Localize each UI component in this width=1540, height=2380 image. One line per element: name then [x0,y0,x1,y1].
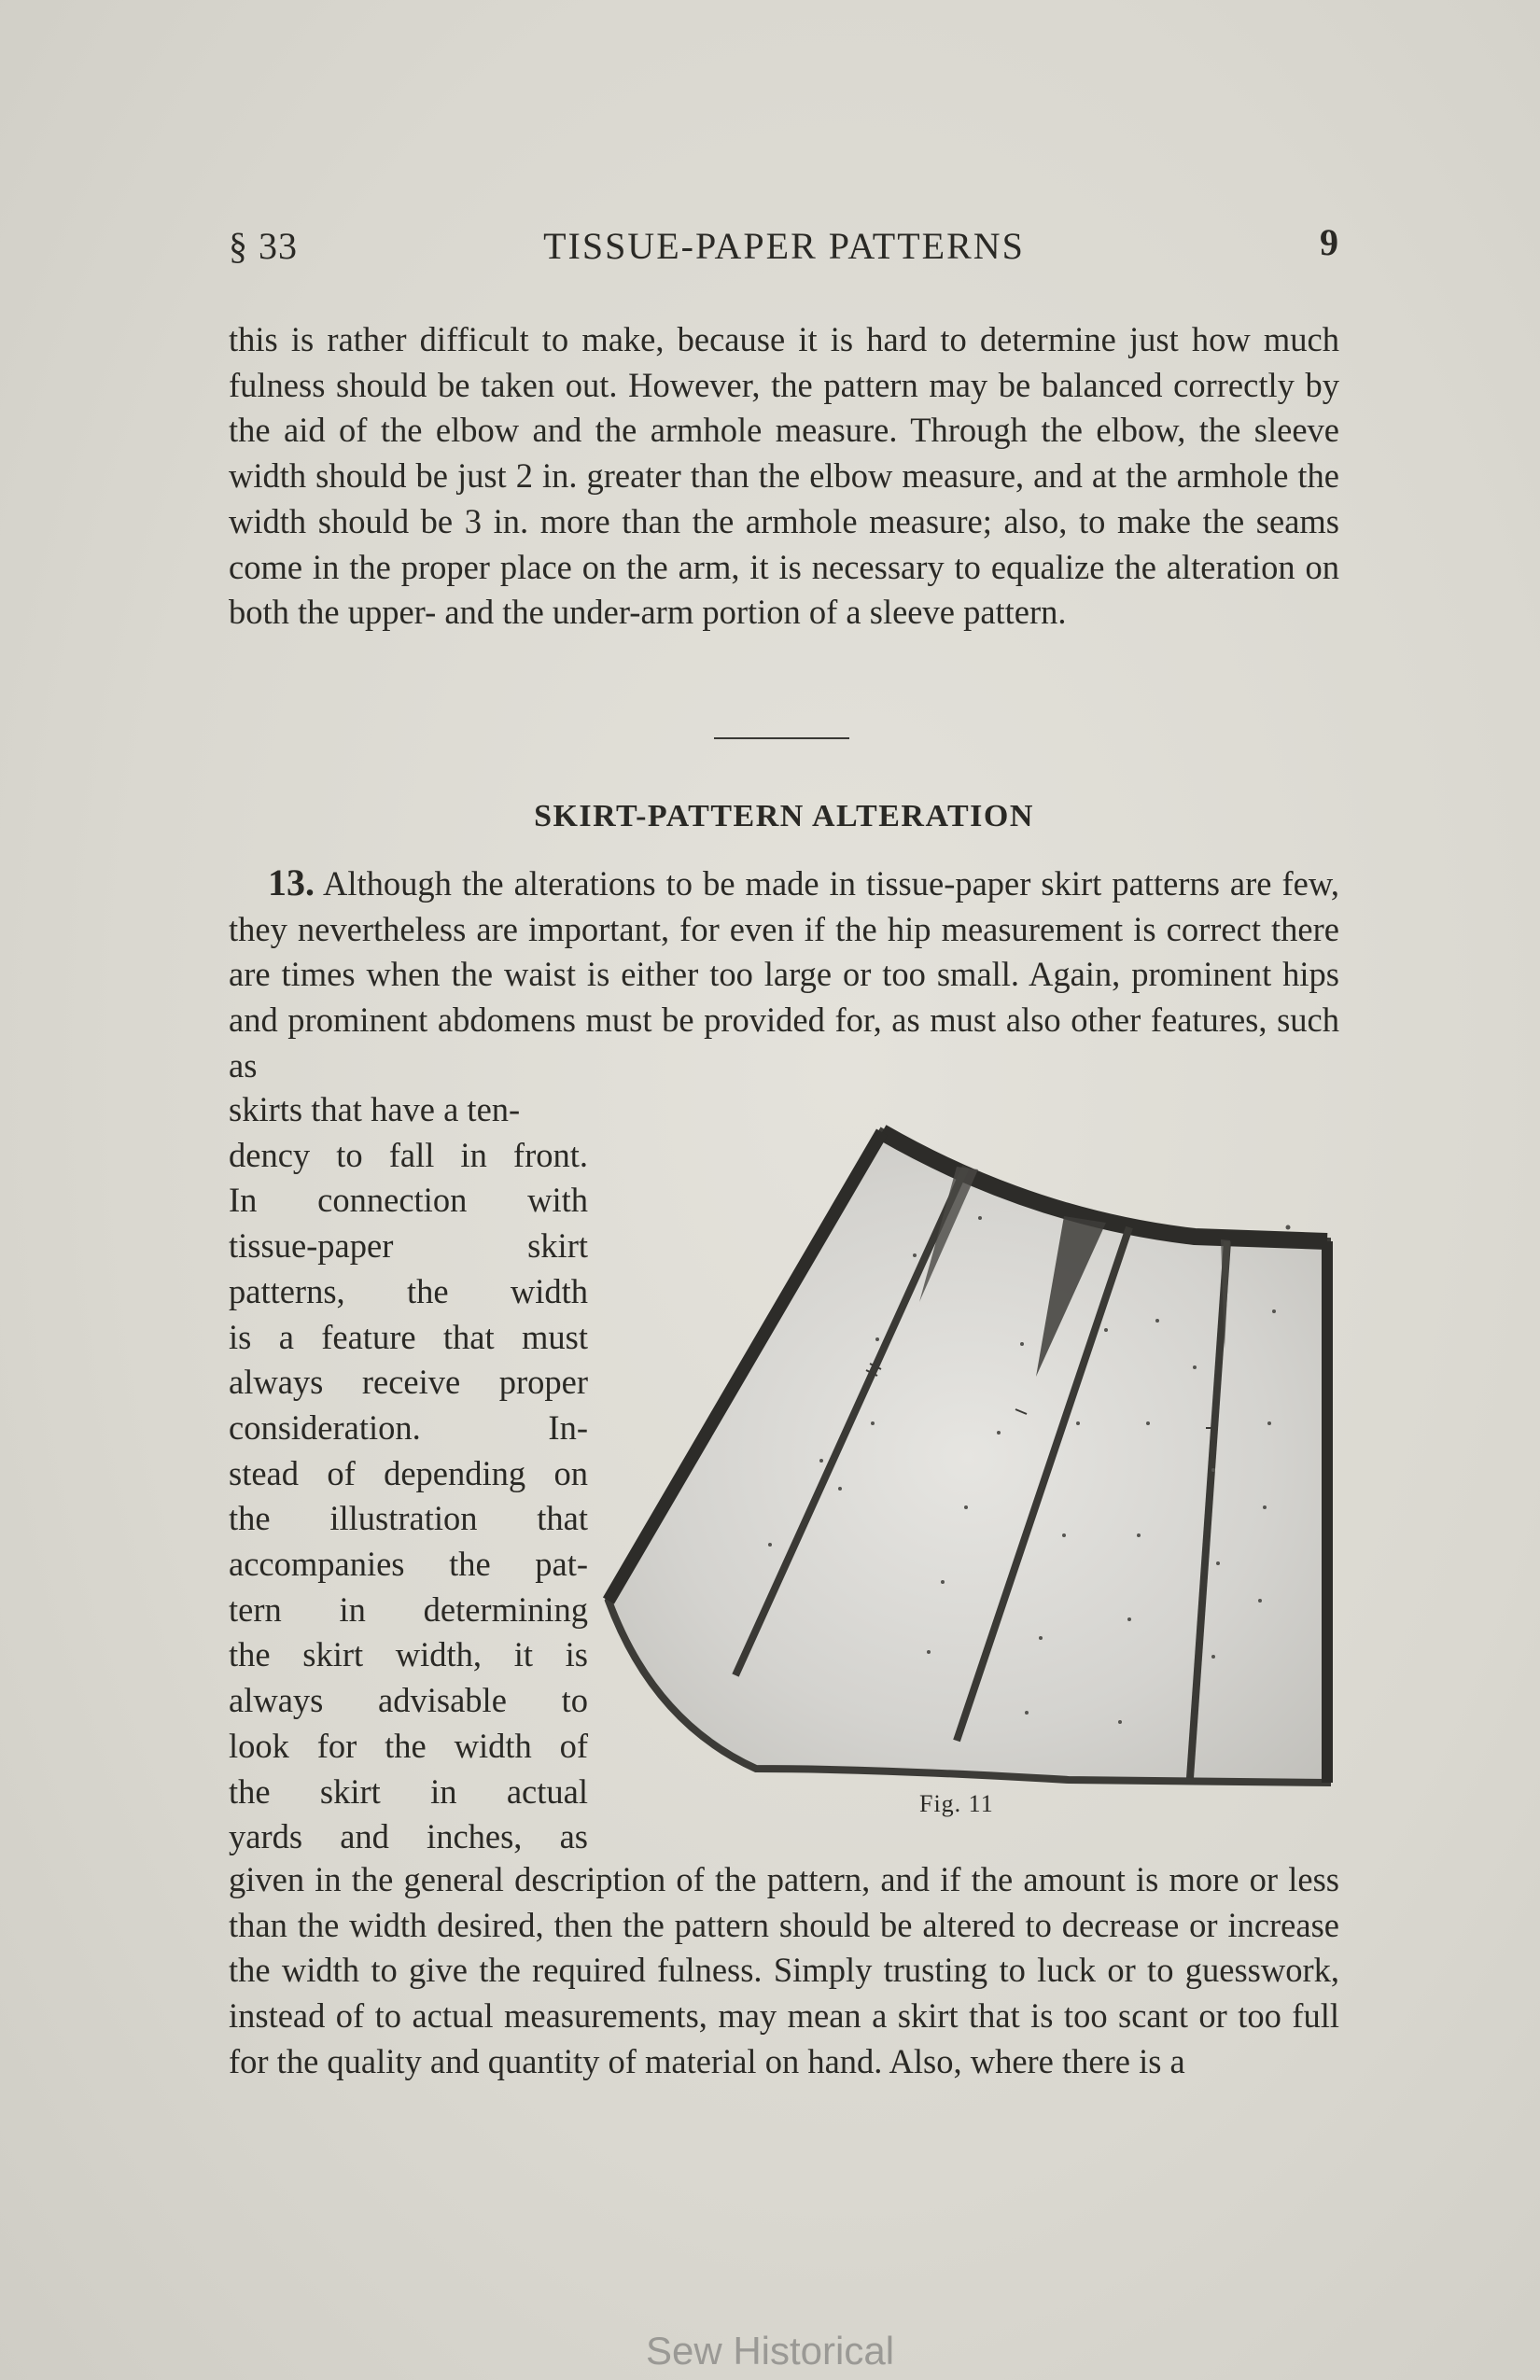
wrapped-text-line: dency to fall in front. [229,1135,588,1174]
wrapped-text-column [229,1087,588,1860]
paragraph-top: this is rather difficult to make, because it is hard to determine just how much fulness should be taken out. However, the pattern may be balanced correctly by the aid of the elbow and the armhole measure. Through the elbow, the sleeve width should be just 2 in. greater than the elbow measure, and at the armhole the width should be 3 in. more than the armhole measure; also, to make the seams come in the proper place on the arm, it is necessary to equalize the alteration on both the upper- and the under-arm portion of a sleeve pattern. [229,320,1339,632]
wrapped-text-line: the illustration that [229,1499,588,1538]
figure-11 [597,1115,1344,1797]
wrapped-text-line: consideration. In- [229,1407,588,1447]
wrapped-text-line: accompanies the pat- [229,1545,588,1584]
wrapped-text-line: patterns, the width [229,1271,588,1310]
wrapped-text-line: always advisable to [229,1681,588,1720]
wrapped-text-line: skirts that have a ten- [229,1090,521,1128]
paragraph-bottom: given in the general description of the pattern, and if the amount is more or less than the width desired, then the pattern should be altered to decrease or increase the width to give the required fulness. Simply trusting to luck or to guesswork, instead of to actual measurements, may mean a skirt that is too scant or too full for the quality and quantity of material on hand. Also, where there is a [229,1860,1339,2080]
wrapped-text-line: is a feature that must [229,1317,588,1356]
wrapped-text-line: yards and inches, as [229,1817,588,1856]
paragraph-number: 13. [268,861,315,903]
skirt-pattern-illustration-icon [597,1115,1344,1797]
wrapped-text-line: tissue-paper skirt [229,1226,588,1266]
running-head [229,221,1339,280]
figure-caption: Fig. 11 [919,1790,994,1817]
paragraph-13-text: Although the alterations to be made in tissue-paper skirt patterns are few, they nevertheless are important, for even if the hip measurement is correct there are times when the waist is either too large or too small. Again, prominent hips and prominent abdomens must be provided for, as must also other features, such as [229,864,1339,1085]
wrapped-text-line: In connection with [229,1181,588,1220]
page-number: 9 [1320,221,1339,263]
wrapped-text-line: always receive proper [229,1363,588,1402]
wrapped-text-line: stead of depending on [229,1453,588,1492]
section-divider [714,737,849,739]
running-title: TISSUE-PAPER PATTERNS [543,225,1025,267]
paragraph-13 [229,861,1339,1089]
section-number: § 33 [229,225,298,267]
wrapped-text-line: the skirt width, it is [229,1635,588,1674]
wrapped-text-line: the skirt in actual [229,1771,588,1811]
wrapped-text-line: tern in determining [229,1589,588,1629]
section-heading: SKIRT-PATTERN ALTERATION [534,799,1034,833]
wrapped-text-line: look for the width of [229,1726,588,1765]
watermark: Sew Historical [645,2329,895,2373]
